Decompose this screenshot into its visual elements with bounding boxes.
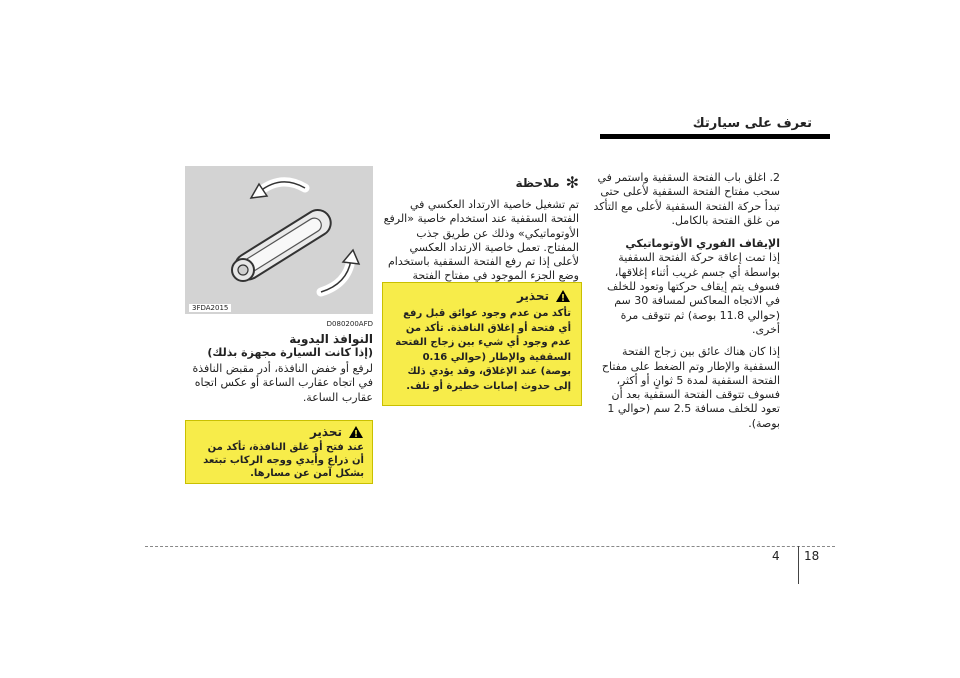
auto-reverse-paragraph-1: إذا تمت إعاقة حركة الفتحة السقفية بواسطة أي جسم غريب أثناء إغلاقها، فسوف يتم إيقاف حركتها وتعود للخلف في الاتجاه المعاكس لمسافة 30 سم (حوالي 11.8 بوصة) ثم تتوقف مرة أخرى. [606,251,780,336]
middle-warning-text: تأكد من عدم وجود عوائق قبل رفع أي فتحة أو إغلاق النافذة. تأكد من عدم وجود أي شيء بين زجاج الفتحة السقفية والإطار (حوالي 0.16 بوصة) عند الإغلاق، وقد يؤدي ذلك إلى حدوث إصابات خطيرة أو تلف. [395,308,571,392]
page-number: 18 [804,549,820,563]
note-header [383,173,579,192]
warning-triangle-icon [348,425,364,439]
asterisk-icon: ✻ [565,173,579,192]
middle-warning-title: تحذير [516,289,549,303]
header-rule [600,134,830,139]
note-text: تم تشغيل خاصية الارتداد العكسي في الفتحة السقفية عند استخدام خاصية «الرفع الأوتوماتيكي» وذلك عن طريق جذب المفتاح. تعمل خاصية الارتداد العكسي لأعلى إذا تم رفع الفتحة السقفية باستخدام وضع الجزء الموجود في مفتاح الفتحة [383,198,579,283]
middle-warning-box [382,282,582,406]
auto-reverse-heading: الإيقاف الفوري الأوتوماتيكي [625,237,780,251]
section-title: تعرف على سيارتك [692,116,812,131]
note-title: ملاحظة [515,175,560,190]
step-2-text: 2. اغلق باب الفتحة السقفية واستمر في سحب مفتاح الفتحة السقفية لأعلى حتى تبدأ حركة الفتحة السقفية لأعلى مع التأكد من غلق الفتحة بالكامل. [593,171,780,227]
left-warning-box [185,420,373,484]
section-code: D080200AFD [326,320,373,328]
middle-warning-header [393,289,571,303]
auto-reverse-paragraph-2: إذا كان هناك عائق بين زجاج الفتحة السقفية والإطار وتم الضغط على مفتاح الفتحة السقفية لمدة 5 ثوانٍ أو أكثر، فسوف تتوقف الفتحة السقفية بعد أن تعود للخلف مسافة 2.5 سم (حوالي 1 بوصة). [601,345,780,430]
left-warning-title: تحذير [309,425,342,439]
figure-code: 3FDA2015 [189,304,231,312]
footer-divider [798,546,799,584]
manual-windows-body: لرفع أو خفض النافذة، أدر مقبض النافذة في اتجاه عقارب الساعة أو عكس اتجاه عقارب الساعة. [192,362,373,404]
left-column [185,320,373,405]
left-warning-text: عند فتح أو غلق النافذة، تأكد من أن ذراع وأيدي ووجه الركاب تبتعد بشكل آمن عن مسارها. [203,442,364,479]
left-warning-header [194,425,364,439]
manual-windows-subheading: (إذا كانت السيارة مجهزة بذلك) [207,346,373,359]
window-crank-illustration [185,166,373,314]
chapter-number: 4 [772,549,780,563]
middle-column [383,173,579,298]
footer-rule [145,546,835,547]
right-column [592,171,780,431]
warning-triangle-icon [555,289,571,303]
window-crank-figure [185,166,373,314]
manual-windows-heading: النوافذ اليدوية [289,332,373,346]
